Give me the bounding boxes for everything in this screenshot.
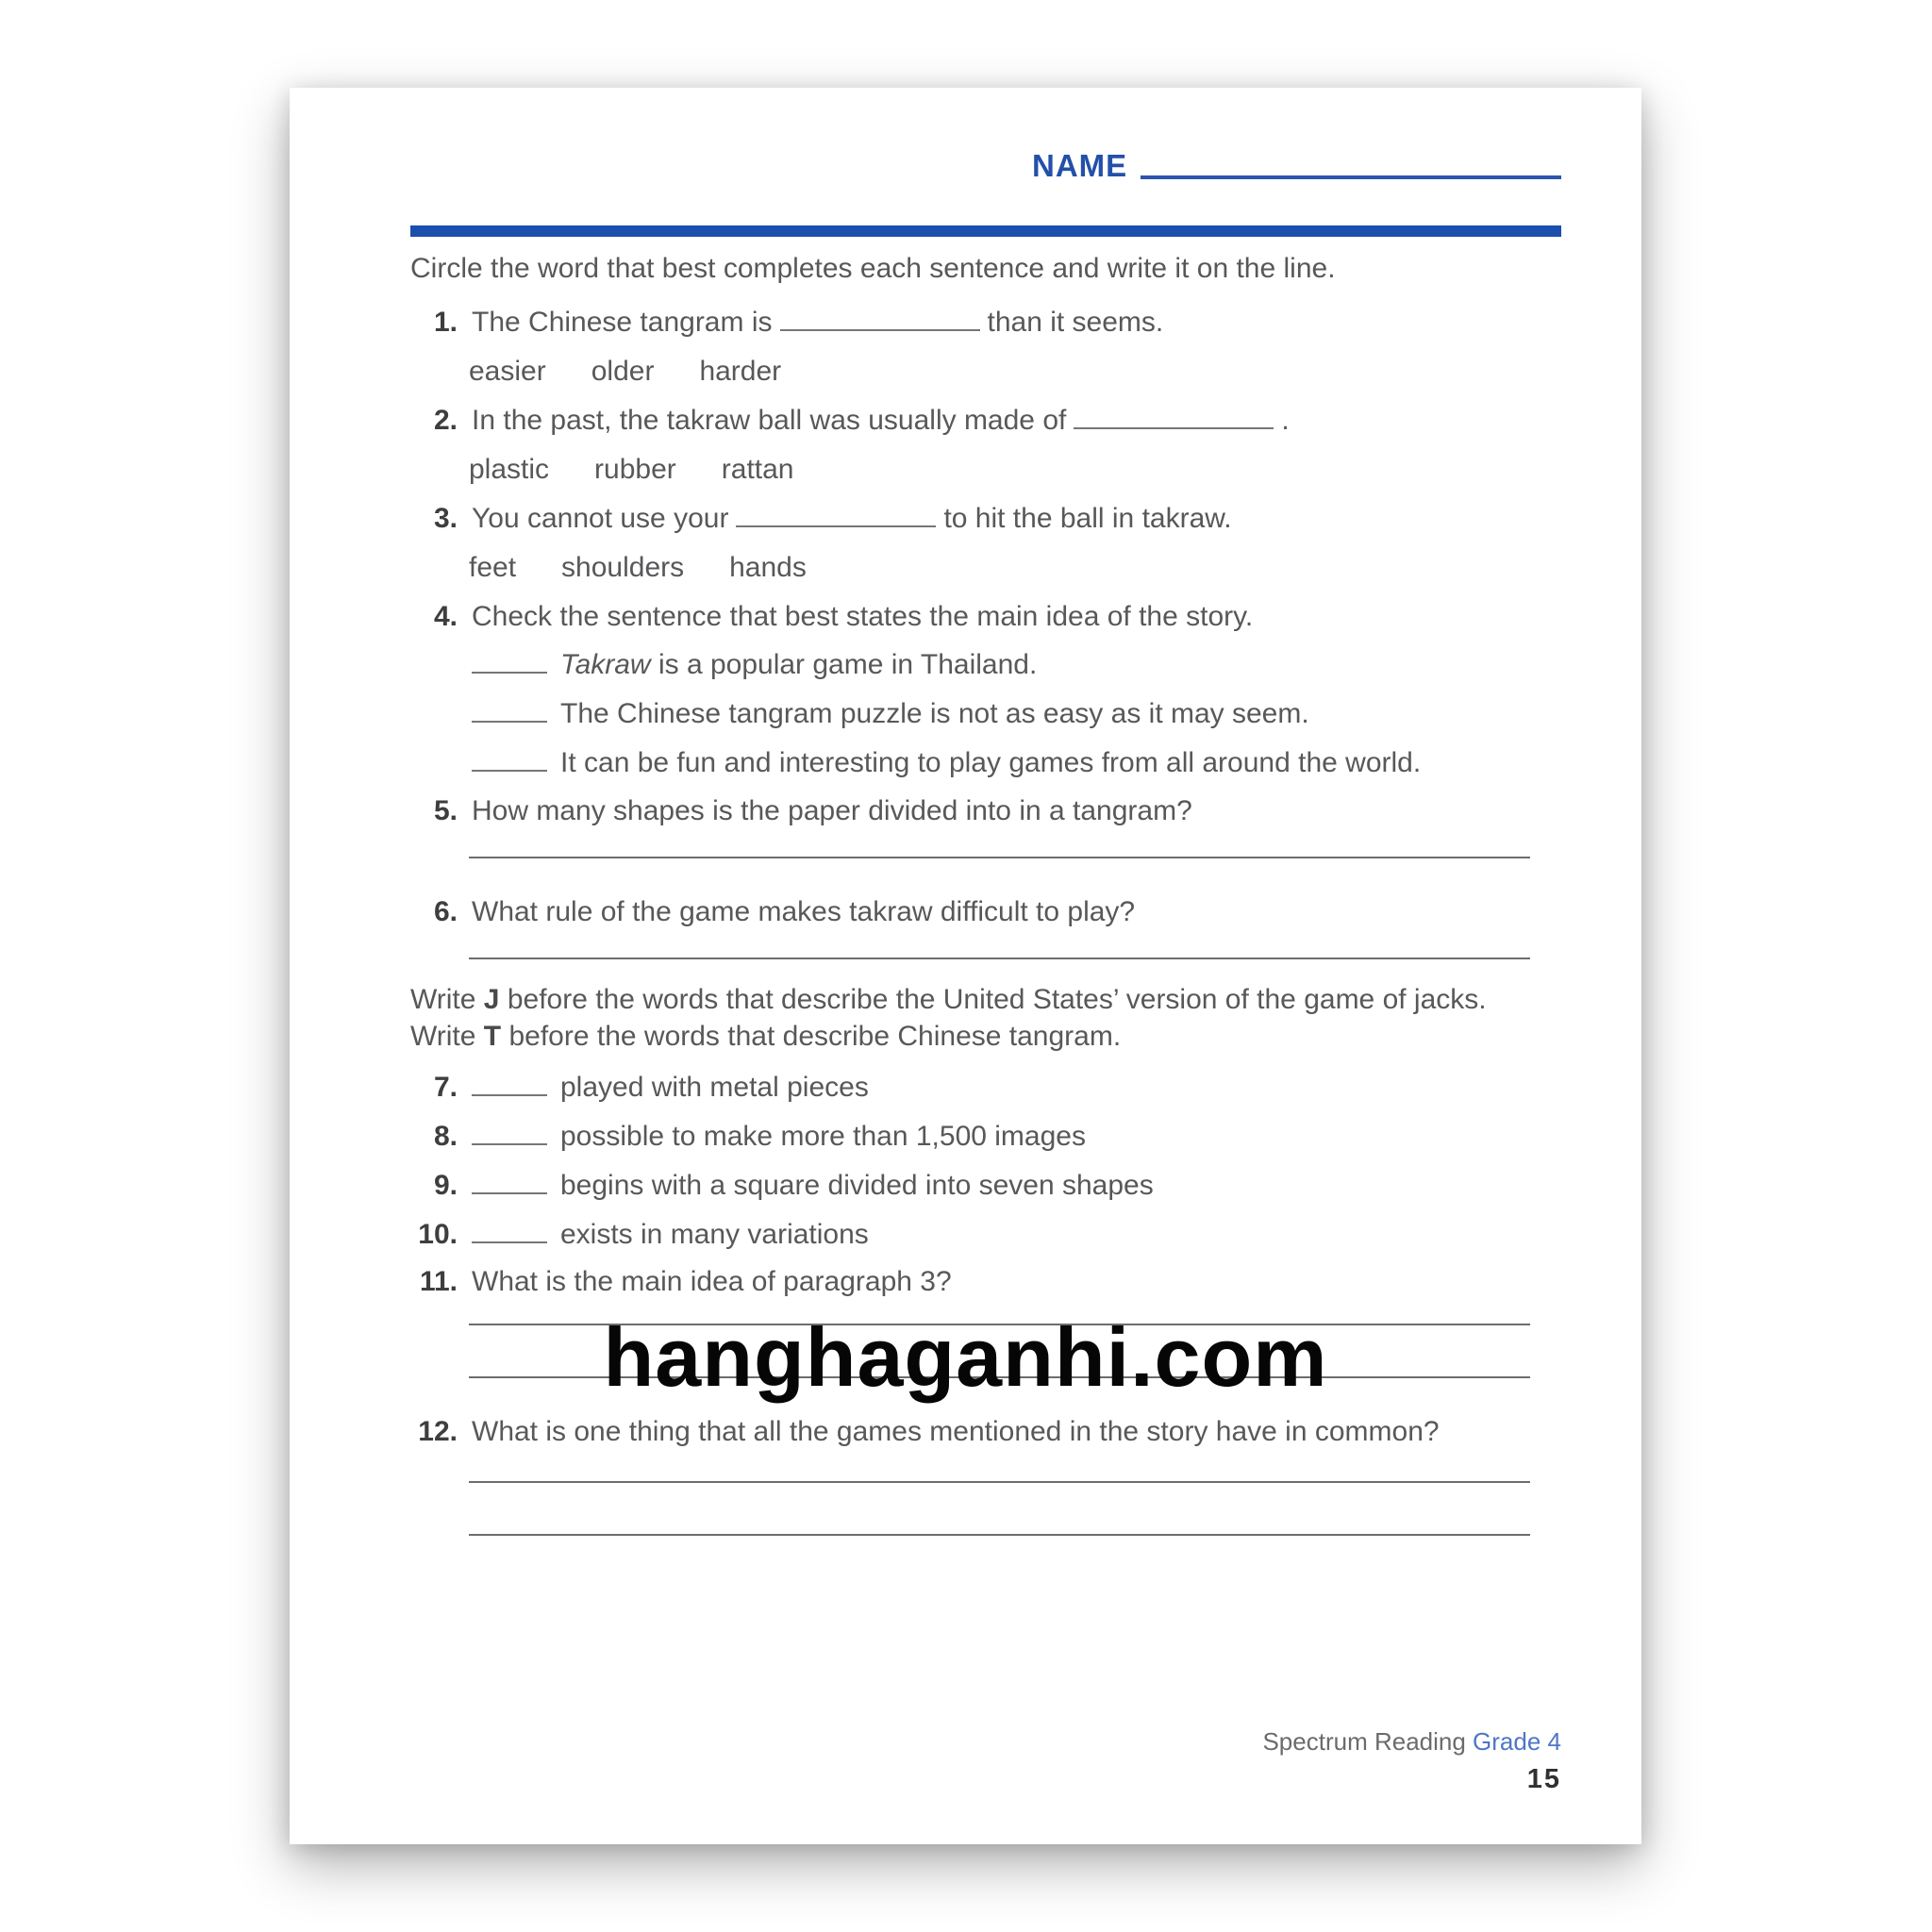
question-10-blank	[472, 1218, 547, 1244]
question-8-label: possible to make more than 1,500 images	[560, 1121, 1086, 1152]
section2-intro-letter-t: T	[483, 1021, 502, 1052]
watermark: hanghaganhi.com	[603, 1310, 1328, 1404]
section2-instruction	[410, 981, 1542, 1055]
question-1-choices	[410, 353, 1601, 390]
choice-older: older	[591, 356, 655, 387]
choice-easier: easier	[469, 356, 546, 387]
question-4-option-2-blank	[472, 697, 547, 724]
section2-intro-word-2: Write	[410, 1021, 476, 1052]
question-10	[410, 1216, 1542, 1253]
question-10-text	[472, 1216, 1542, 1253]
section2-intro-letter-j: J	[483, 984, 500, 1015]
question-2-blank	[1074, 404, 1274, 430]
question-8	[410, 1118, 1542, 1155]
question-7-blank	[472, 1071, 547, 1097]
question-7-number: 7.	[433, 1072, 458, 1103]
question-9	[410, 1167, 1542, 1204]
question-5-number: 5.	[433, 795, 458, 826]
question-4-option-3-blank	[472, 746, 547, 773]
question-3-after: to hit the ball in takraw.	[943, 503, 1232, 534]
question-2	[410, 402, 1542, 439]
section2-intro-rest-2: before the words that describe Chinese tangram.	[508, 1021, 1122, 1052]
question-4	[410, 598, 1542, 635]
name-underline	[1141, 175, 1561, 179]
question-4-option-3-text: It can be fun and interesting to play games from all around the world.	[560, 747, 1422, 778]
question-6-number: 6.	[433, 896, 458, 927]
question-4-option-3	[410, 744, 1604, 781]
question-5-answer-line	[469, 857, 1530, 858]
section1-instruction: Circle the word that best completes each sentence and write it on the line.	[410, 253, 1336, 284]
question-1-before: The Chinese tangram is	[472, 307, 773, 338]
question-4-option-2	[410, 695, 1604, 732]
question-7-text	[472, 1069, 1542, 1106]
question-4-text: Check the sentence that best states the main idea of the story.	[472, 601, 1254, 632]
question-7-label: played with metal pieces	[560, 1072, 869, 1103]
question-4-option-1-text: is a popular game in Thailand.	[650, 649, 1038, 680]
worksheet-page	[290, 88, 1641, 1844]
question-1-blank	[780, 306, 980, 332]
question-6-text: What rule of the game makes takraw difficult to play?	[472, 896, 1136, 927]
footer-series-line	[1262, 1727, 1561, 1757]
choice-shoulders: shoulders	[561, 552, 685, 583]
question-12-text: What is one thing that all the games mentioned in the story have in common?	[472, 1416, 1440, 1447]
question-5	[410, 792, 1542, 829]
name-label: NAME	[1032, 148, 1128, 183]
section2-intro-rest-1: before the words that describe the United States’ version of the game of jacks.	[507, 984, 1487, 1015]
section2-intro-word-1: Write	[410, 984, 476, 1015]
question-12-number: 12.	[418, 1416, 458, 1447]
question-2-text	[472, 402, 1542, 439]
question-4-option-1-italic: Takraw	[560, 649, 651, 680]
footer-page-number: 15	[1526, 1764, 1561, 1794]
question-7	[410, 1069, 1542, 1106]
question-12	[410, 1413, 1542, 1450]
question-8-text	[472, 1118, 1542, 1155]
question-3-before: You cannot use your	[472, 503, 729, 534]
question-9-text	[472, 1167, 1542, 1204]
question-1-text	[472, 304, 1542, 341]
question-3	[410, 500, 1542, 537]
choice-hands: hands	[729, 552, 807, 583]
question-11	[410, 1263, 1542, 1300]
choice-feet: feet	[469, 552, 517, 583]
header-rule	[410, 225, 1561, 237]
question-1	[410, 304, 1542, 341]
question-2-after: .	[1281, 405, 1290, 436]
question-2-before: In the past, the takraw ball was usually made of	[472, 405, 1067, 436]
question-9-blank	[472, 1169, 547, 1195]
question-12-answer-line-1	[469, 1481, 1530, 1483]
choice-rattan: rattan	[721, 454, 794, 485]
choice-harder: harder	[699, 356, 782, 387]
choice-plastic: plastic	[469, 454, 550, 485]
question-4-number: 4.	[433, 601, 458, 632]
question-3-blank	[736, 502, 936, 528]
footer-grade: Grade 4	[1473, 1727, 1561, 1756]
question-1-number: 1.	[433, 307, 458, 338]
question-6-answer-line	[469, 958, 1530, 959]
question-11-number: 11.	[419, 1266, 458, 1297]
question-4-option-2-text: The Chinese tangram puzzle is not as easy as it may seem.	[560, 698, 1309, 729]
question-10-number: 10.	[418, 1219, 458, 1250]
footer-series: Spectrum Reading	[1262, 1727, 1466, 1756]
choice-rubber: rubber	[594, 454, 676, 485]
question-2-choices	[410, 451, 1601, 488]
question-4-option-1	[410, 646, 1604, 683]
question-5-text: How many shapes is the paper divided into in a tangram?	[472, 795, 1192, 826]
question-10-label: exists in many variations	[560, 1219, 869, 1250]
question-8-blank	[472, 1120, 547, 1146]
question-1-after: than it seems.	[987, 307, 1164, 338]
question-3-number: 3.	[433, 503, 458, 534]
question-6	[410, 893, 1542, 930]
question-4-option-1-blank	[472, 648, 547, 675]
question-3-choices	[410, 549, 1601, 586]
question-11-text: What is the main idea of paragraph 3?	[472, 1266, 952, 1297]
question-12-answer-line-2	[469, 1534, 1530, 1536]
question-9-number: 9.	[433, 1170, 458, 1201]
question-9-label: begins with a square divided into seven shapes	[560, 1170, 1154, 1201]
question-8-number: 8.	[433, 1121, 458, 1152]
footer	[1262, 1727, 1561, 1795]
question-3-text	[472, 500, 1542, 537]
question-2-number: 2.	[433, 405, 458, 436]
name-row	[1032, 150, 1561, 181]
